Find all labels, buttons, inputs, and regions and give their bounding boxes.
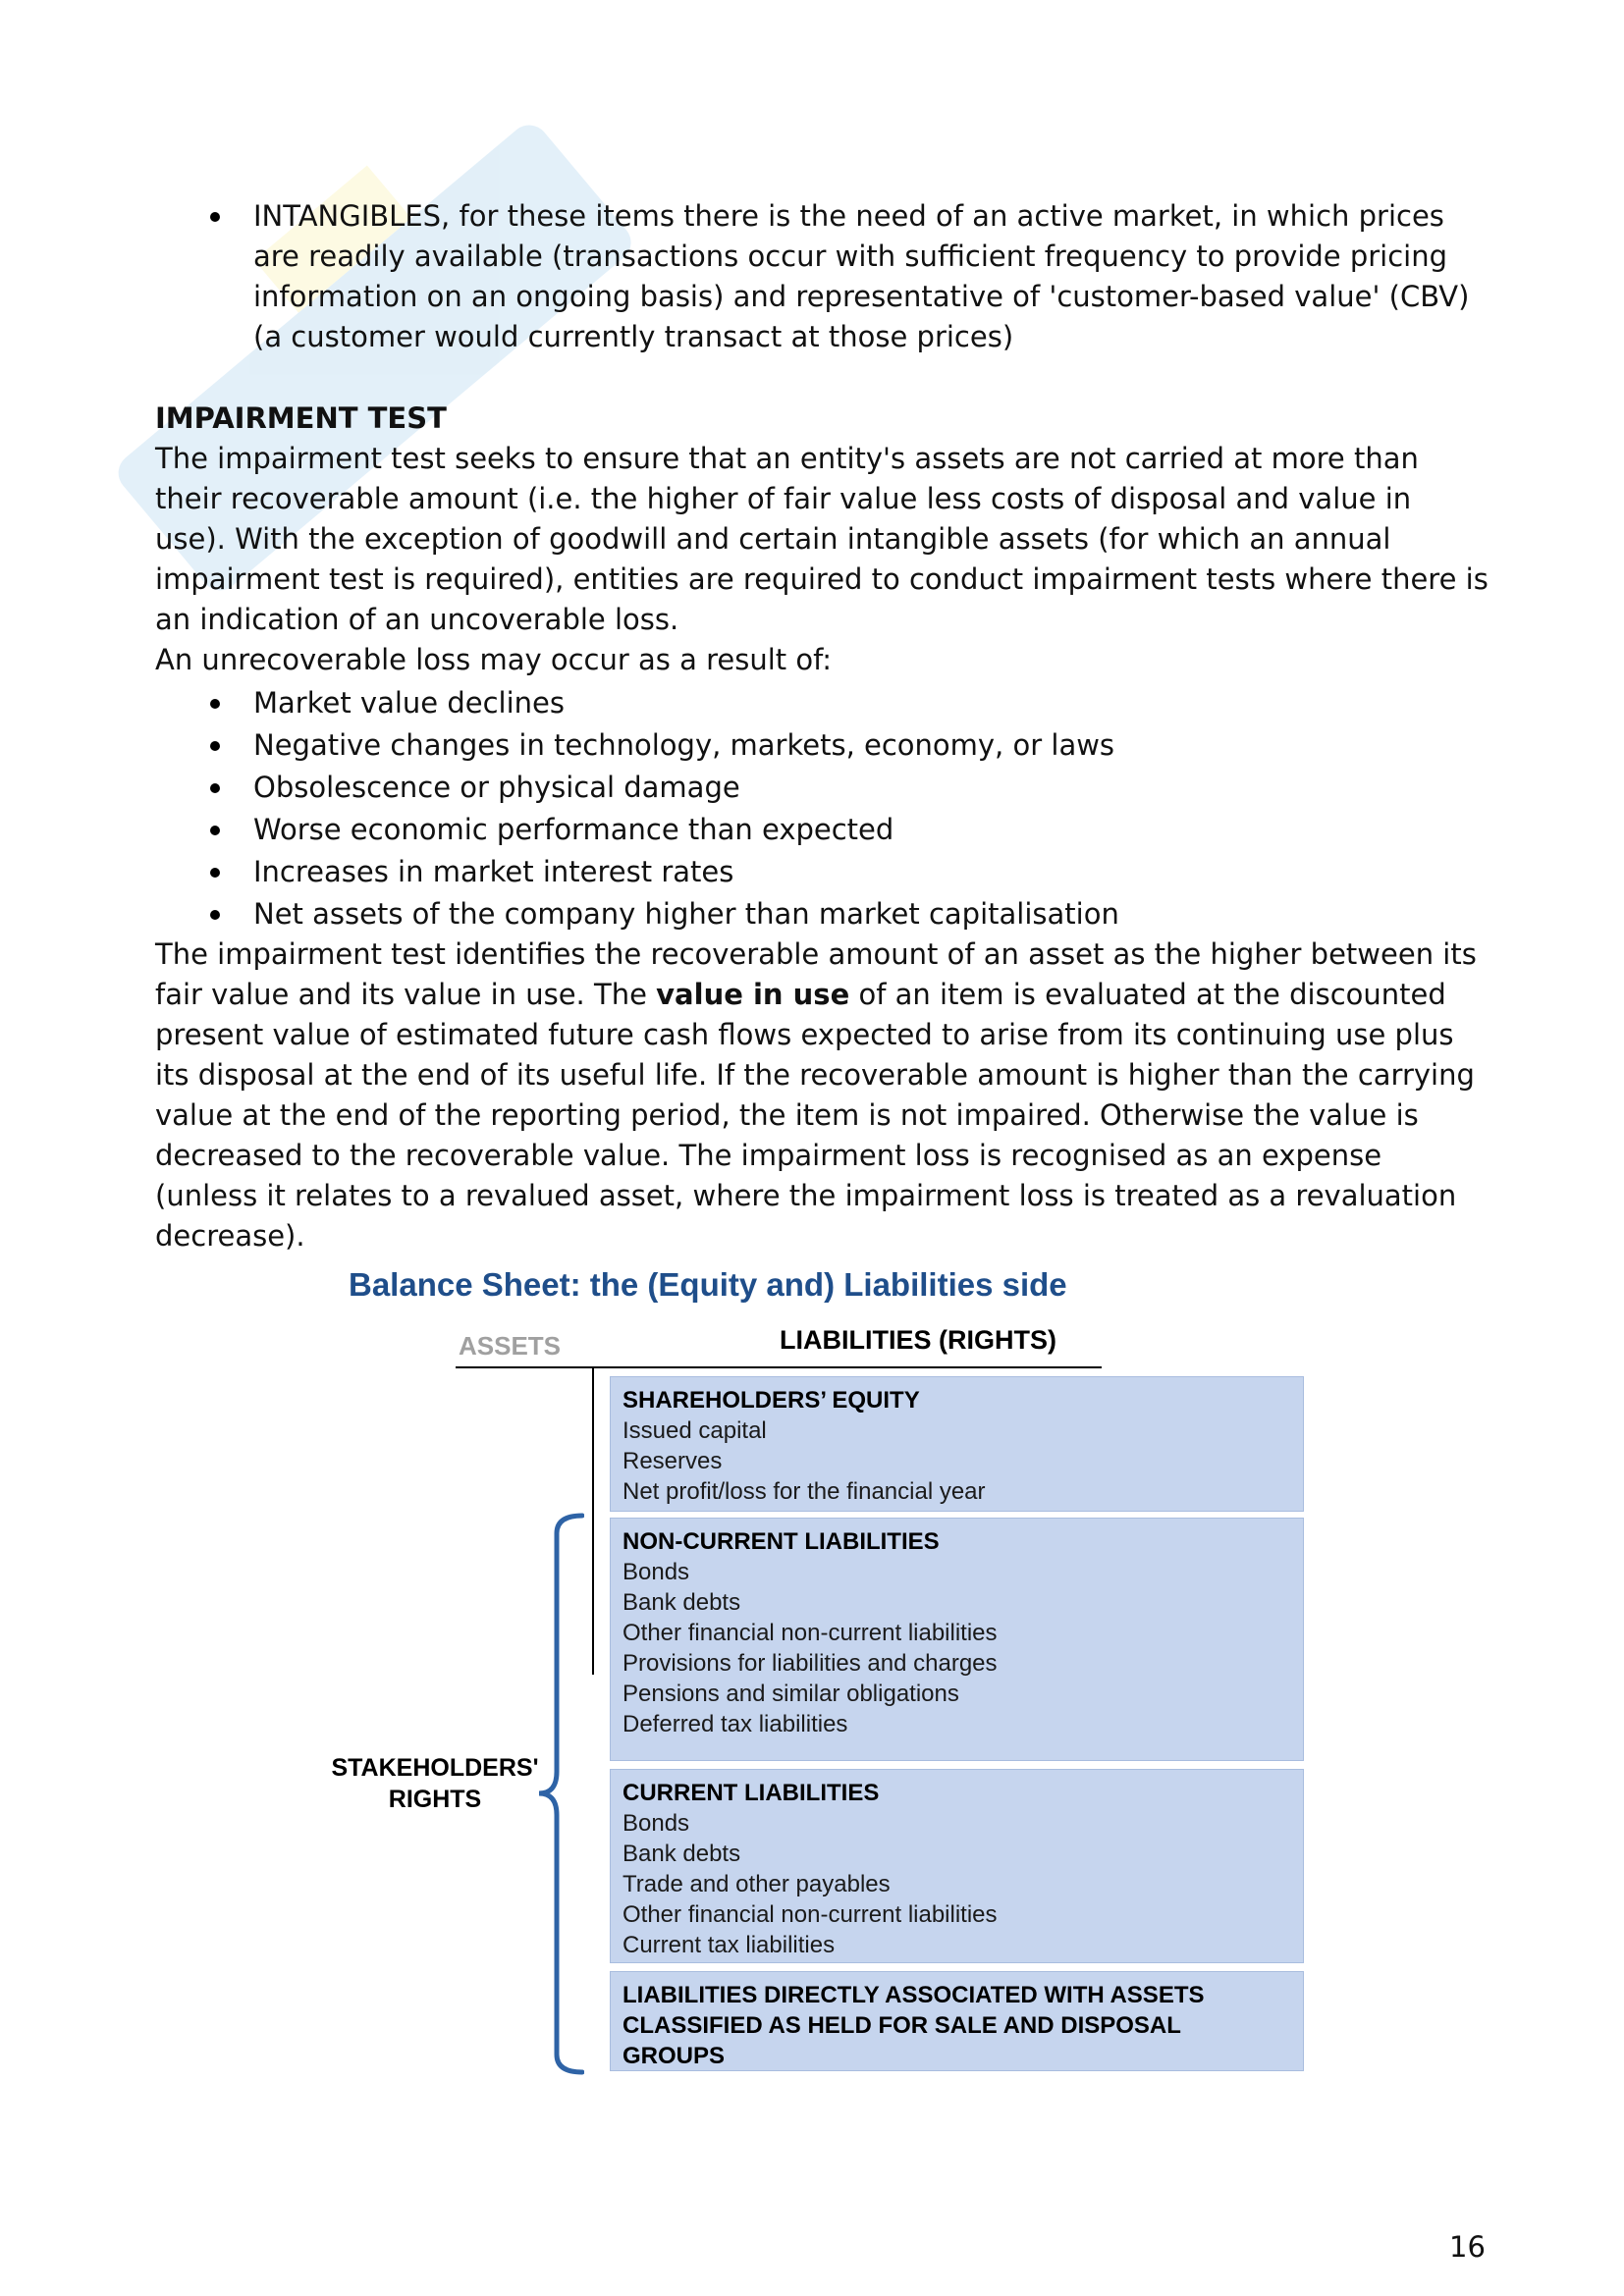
list-item: Net assets of the company higher than market capitalisation xyxy=(253,897,1119,931)
box-item: Deferred tax liabilities xyxy=(623,1711,848,1737)
box-item: Reserves xyxy=(623,1448,723,1474)
bullet-dot xyxy=(210,699,220,709)
impairment-paragraph-2: An unrecoverable loss may occur as a result of: xyxy=(155,643,833,676)
box-heading: GROUPS xyxy=(623,2043,726,2069)
t-account-horizontal-line xyxy=(456,1366,1102,1368)
box-item: Trade and other payables xyxy=(623,1871,891,1897)
box-item: Provisions for liabilities and charges xyxy=(623,1650,998,1677)
value-in-use-term: value in use xyxy=(656,978,850,1011)
impairment-paragraph-1: The impairment test seeks to ensure that an entity's assets are not carried at more than their recoverable amount (i.e. the higher of fair value less costs of disposal and value in use). With the exception of goodwill and certain intangible assets (for which an annual impairment test is required), entities are required to conduct impairment tests where there is an indication of an uncoverable loss. xyxy=(155,442,1489,636)
box-item: Bank debts xyxy=(623,1589,741,1616)
bullet-dot xyxy=(210,868,220,878)
current-liabilities-box xyxy=(610,1769,1304,1963)
box-heading: CLASSIFIED AS HELD FOR SALE AND DISPOSAL xyxy=(623,2012,1181,2039)
non-current-liabilities-box xyxy=(610,1518,1304,1761)
page-number: 16 xyxy=(1449,2230,1486,2264)
list-item: Increases in market interest rates xyxy=(253,855,734,888)
impairment-paragraph-3 xyxy=(155,934,1490,1256)
paragraph-text: of an item is evaluated at the discounted present value of estimated future cash flows expected to arise from its continuing use plus its disposal at the end of its useful life. If the recoverable amount is higher than the carrying value at the end of the reporting period, the item is not impaired. Otherwise the value is decreased to the recoverable value. The impairment loss is recognised as an expense (unless it relates to a revalued asset, where the impairment loss is treated as a revaluation decrease). xyxy=(155,978,1475,1253)
held-for-sale-liabilities-box xyxy=(610,1971,1304,2071)
intangibles-bullet: INTANGIBLES, for these items there is the need of an active market, in which prices are readily available (transactions occur with sufficient frequency to provide pricing information on an ongoing basis) and representative of 'customer-based value' (CBV) (a customer would currently transact at those prices) xyxy=(253,199,1470,353)
box-item: Bank debts xyxy=(623,1841,741,1867)
t-account-vertical-line xyxy=(592,1368,594,1675)
diagram-title: Balance Sheet: the (Equity and) Liabilities side xyxy=(349,1266,1067,1303)
box-item: Bonds xyxy=(623,1810,690,1837)
bullet-dot xyxy=(210,910,220,920)
bullet-dot xyxy=(210,212,220,222)
stakeholders-label-line: STAKEHOLDERS' xyxy=(331,1754,539,1782)
list-item: Market value declines xyxy=(253,686,565,720)
list-item: Worse economic performance than expected xyxy=(253,813,894,846)
box-item: Current tax liabilities xyxy=(623,1932,836,1958)
stakeholders-rights-label xyxy=(312,1752,558,1815)
box-item: Other financial non-current liabilities xyxy=(623,1901,998,1928)
list-item: Obsolescence or physical damage xyxy=(253,771,740,804)
box-heading: CURRENT LIABILITIES xyxy=(623,1780,880,1806)
assets-label: ASSETS xyxy=(459,1331,562,1361)
bullet-dot xyxy=(210,783,220,793)
box-item: Issued capital xyxy=(623,1417,767,1444)
box-heading: NON-CURRENT LIABILITIES xyxy=(623,1528,940,1555)
stakeholders-label-line: RIGHTS xyxy=(388,1786,482,1813)
bullet-dot xyxy=(210,741,220,751)
impairment-heading: IMPAIRMENT TEST xyxy=(155,401,447,435)
box-item: Net profit/loss for the financial year xyxy=(623,1478,986,1505)
shareholders-equity-box xyxy=(610,1376,1304,1512)
box-item: Pensions and similar obligations xyxy=(623,1681,959,1707)
box-heading: SHAREHOLDERS’ EQUITY xyxy=(623,1387,920,1414)
box-item: Bonds xyxy=(623,1559,690,1585)
liabilities-label: LIABILITIES (RIGHTS) xyxy=(780,1325,1056,1355)
list-item: Negative changes in technology, markets, economy, or laws xyxy=(253,728,1115,762)
box-item: Other financial non-current liabilities xyxy=(623,1620,998,1646)
bullet-dot xyxy=(210,826,220,835)
paragraph-text: The impairment test identifies the recoverable amount of an asset as the higher between its fair value and its value in use. The xyxy=(155,937,1477,1011)
box-heading: LIABILITIES DIRECTLY ASSOCIATED WITH ASSETS xyxy=(623,1982,1205,2008)
